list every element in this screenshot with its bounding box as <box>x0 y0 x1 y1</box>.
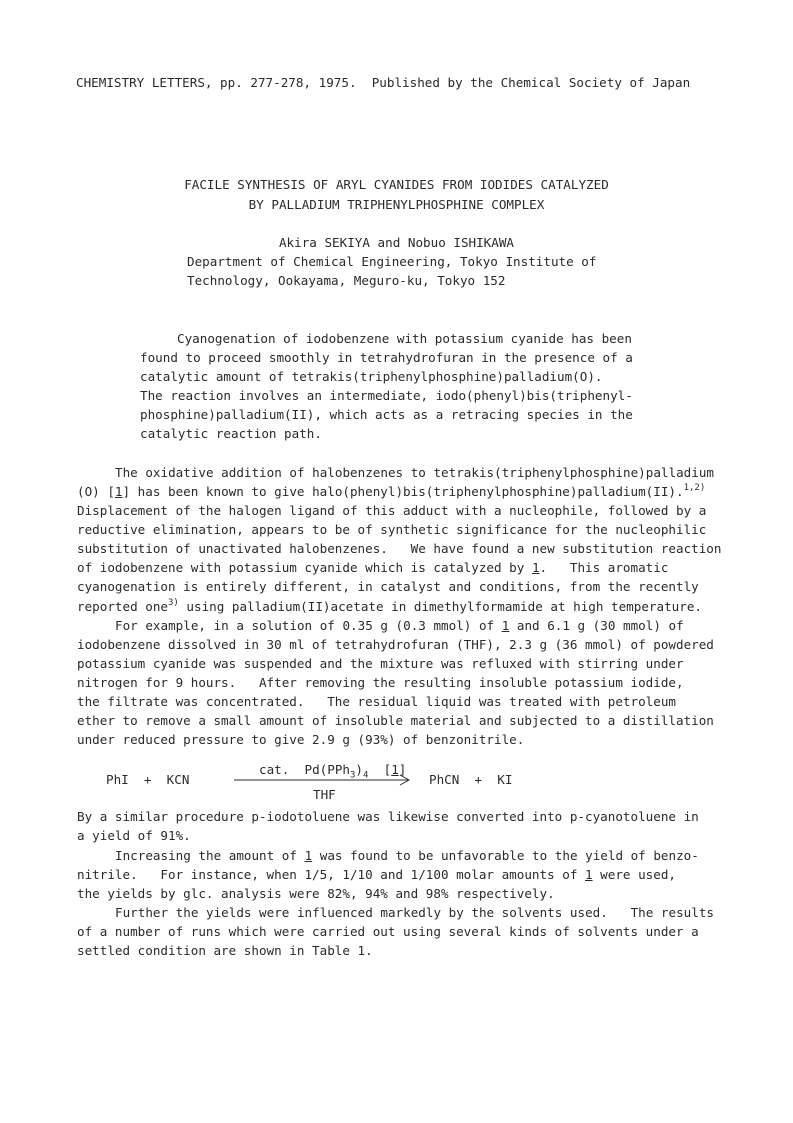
affiliation-line-1: Department of Chemical Engineering, Tokyo Institute of <box>187 254 597 269</box>
body-p5-line-2: of a number of runs which were carried out using several kinds of solvents under a <box>77 924 699 939</box>
abstract-line-6: catalytic reaction path. <box>140 426 322 441</box>
body-p1-line-1: The oxidative addition of halobenzenes to tetrakis(triphenylphosphine)palladium <box>115 465 714 480</box>
body-p1-line-4: reductive elimination, appears to be of synthetic significance for the nucleophilic <box>77 522 707 537</box>
affiliation-line-2: Technology, Ookayama, Meguro-ku, Tokyo 152 <box>187 273 506 288</box>
title-line-2: BY PALLADIUM TRIPHENYLPHOSPHINE COMPLEX <box>248 197 545 212</box>
abstract-line-4: The reaction involves an intermediate, iodo(phenyl)bis(triphenyl- <box>140 388 633 403</box>
reaction-conditions-above: cat. $Pd(PPh_3)_4$ [1] <box>259 762 407 781</box>
body-p2-line-6: ether to remove a small amount of insoluble material and subjected to a distillation <box>77 713 714 728</box>
body-p1-line-3: Displacement of the halogen ligand of this adduct with a nucleophile, followed by a <box>77 503 707 518</box>
abstract-line-1: Cyanogenation of iodobenzene with potassium cyanide has been <box>177 331 632 346</box>
body-p2-line-3: potassium cyanide was suspended and the mixture was refluxed with stirring under <box>77 656 684 671</box>
reaction-solvent-below: THF <box>313 787 336 802</box>
body-p1-line-6: of iodobenzene with potassium cyanide which is catalyzed by 1. This aromatic <box>77 560 669 575</box>
body-p2-line-7: under reduced pressure to give 2.9 g (93%) of benzonitrile. <box>77 732 525 747</box>
body-p4-line-1: Increasing the amount of 1 was found to be unfavorable to the yield of benzo- <box>115 848 699 863</box>
title-line-1: FACILE SYNTHESIS OF ARYL CYANIDES FROM IODIDES CATALYZED <box>184 177 609 192</box>
reactants: PhI + KCN <box>106 772 190 787</box>
journal-header: CHEMISTRY LETTERS, pp. 277-278, 1975. Published by the Chemical Society of Japan <box>76 75 691 90</box>
products: PhCN + KI <box>429 772 513 787</box>
body-p5-line-1: Further the yields were influenced markedly by the solvents used. The results <box>115 905 714 920</box>
abstract-line-5: phosphine)palladium(II), which acts as a retracing species in the <box>140 407 633 422</box>
body-p5-line-3: settled condition are shown in Table 1. <box>77 943 373 958</box>
body-p2-line-2: iodobenzene dissolved in 30 ml of tetrahydrofuran (THF), 2.3 g (36 mmol) of powdered <box>77 637 714 652</box>
body-p1-line-2: (O) [1] has been known to give halo(phenyl)bis(triphenylphosphine)palladium(II).$^{1,2)}$ <box>77 482 706 499</box>
body-p4-line-3: the yields by glc. analysis were 82%, 94% and 98% respectively. <box>77 886 555 901</box>
body-p1-line-8: reported one$^{3)}$ using palladium(II)acetate in dimethylformamide at high temperature. <box>77 597 703 614</box>
body-p3-line-1: By a similar procedure p-iodotoluene was likewise converted into p-cyanotoluene in <box>77 809 699 824</box>
body-p3-line-2: a yield of 91%. <box>77 828 191 843</box>
abstract-line-2: found to proceed smoothly in tetrahydrofuran in the presence of a <box>140 350 633 365</box>
body-p2-line-4: nitrogen for 9 hours. After removing the resulting insoluble potassium iodide, <box>77 675 684 690</box>
body-p2-line-5: the filtrate was concentrated. The residual liquid was treated with petroleum <box>77 694 676 709</box>
body-p4-line-2: nitrile. For instance, when 1/5, 1/10 and 1/100 molar amounts of 1 were used, <box>77 867 676 882</box>
body-p1-line-5: substitution of unactivated halobenzenes. We have found a new substitution reaction <box>77 541 722 556</box>
body-p1-line-7: cyanogenation is entirely different, in catalyst and conditions, from the recently <box>77 579 699 594</box>
abstract-line-3: catalytic amount of tetrakis(triphenylphosphine)palladium(O). <box>140 369 603 384</box>
body-p2-line-1: For example, in a solution of 0.35 g (0.3 mmol) of 1 and 6.1 g (30 mmol) of <box>115 618 684 633</box>
authors: Akira SEKIYA and Nobuo ISHIKAWA <box>278 235 515 250</box>
